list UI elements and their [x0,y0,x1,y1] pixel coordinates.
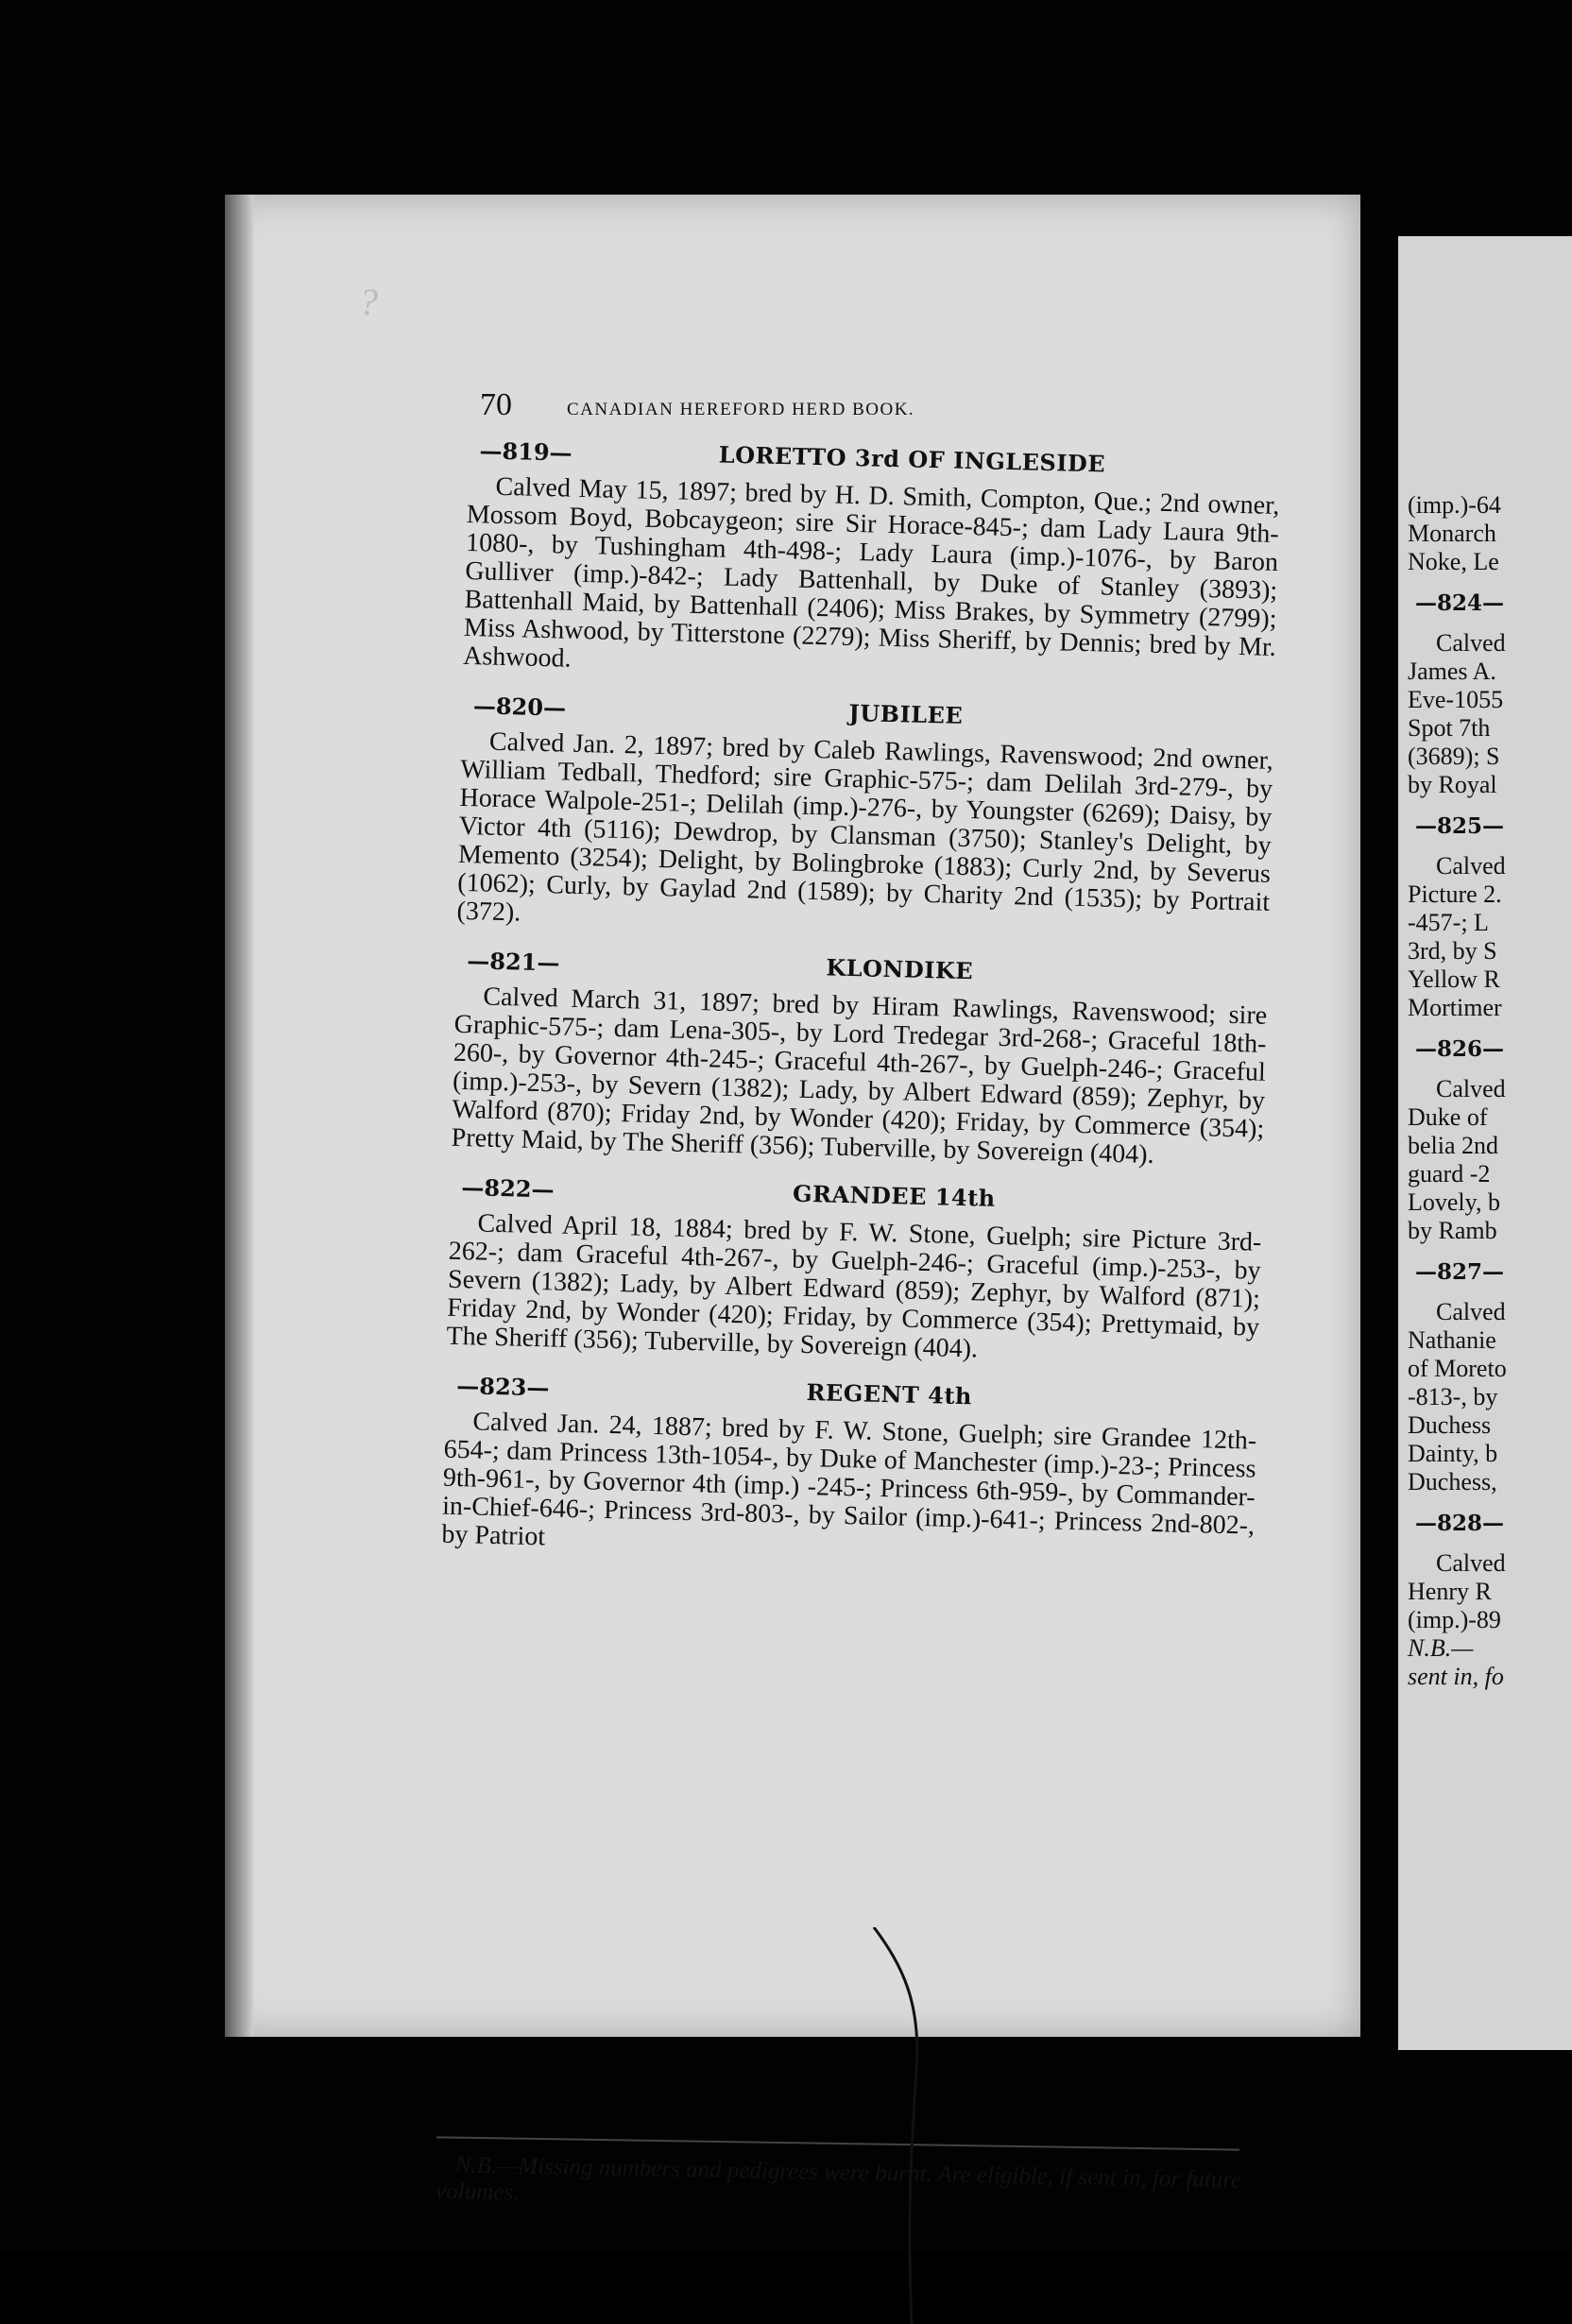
entry-text: Calved March 31, 1897; bred by Hiram Rawlings, Ravenswood; sire Graphic-575-; dam Lena-305-, by Lord Tredegar 3rd-268-; Graceful 18th-260-, by Governor 4th-245-; Graceful 4th-267-, by Guelph-246-; Graceful (imp.)-253-, by Severn (1382); Lady, by Albert Edward (859); Zephyr, by Walford (870); Friday 2nd, by Wonder (420); Friday, by Commerce (354); Pretty Maid, by The Sheriff (356); Tuberville, by Sovereign (404). [451,982,1268,1170]
entries-list [441,433,1281,1586]
entry-name: KLONDIKE [826,953,974,985]
right-page-line: Calved [1436,629,1506,657]
right-page-line: James A. [1408,658,1496,685]
right-page-line: Duchess, [1408,1468,1497,1495]
right-page-line: Nathanie [1408,1326,1496,1354]
right-page-line: Calved [1436,1549,1506,1577]
footnote: N.B.—Missing numbers and pedigrees were burnt. Are eligible, if sent in, for future volumes. [435,2152,1242,2206]
entry-text: Calved April 18, 1884; bred by F. W. Stone, Guelph; sire Picture 3rd-262-; dam Graceful 4th-267-, by Guelph-246-; Graceful (imp.)-253-, by Severn (1382); Lady, by Albert Edward (859); Zephyr, by Walford (871); Friday 2nd, by Wonder (420); Friday, by Commerce (354); Prettymaid, by The Sheriff (356); Tuberville, by Sovereign (404). [446,1208,1262,1364]
right-page-line: Duchess [1408,1411,1492,1439]
right-page-line: -813-, by [1408,1383,1498,1410]
right-page-line: (imp.)-64 [1408,491,1501,519]
right-page-line: Noke, Le [1408,548,1499,575]
right-entry-number: —825— [1415,813,1505,839]
entry-text: Calved Jan. 24, 1887; bred by F. W. Stone, Guelph; sire Grandee 12th-654-; dam Princess 13th-1054-, by Duke of Manchester (imp.)-23-; Princess 9th-961-, by Governor 4th (imp.) -245-; Princess 6th-959-, by Commander-in-Chief-646-; Princess 3rd-803-, by Sailor (imp.)-641-; Princess 2nd-802-, by Patriot [441,1407,1257,1552]
right-page-line: -457-; L [1408,909,1489,936]
right-entry-number: —827— [1415,1259,1505,1285]
right-page-line: Duke of [1408,1103,1488,1131]
entry-name: REGENT 4th [806,1378,973,1410]
right-page-line: of Moreto [1408,1355,1507,1382]
right-page-line: guard -2 [1408,1160,1491,1188]
right-page-line: Calved [1436,852,1506,880]
pencil-margin-mark: ? [359,281,378,323]
right-page-line: Dainty, b [1408,1440,1498,1467]
entry-821 [451,943,1268,1172]
right-page-line: by Ramb [1408,1217,1497,1244]
entry-name: GRANDEE 14th [792,1179,997,1212]
right-page-line: (3689); S [1408,743,1500,770]
right-page-line: Calved [1436,1298,1506,1325]
right-page-line: Henry R [1408,1578,1492,1605]
entry-name: LORETTO 3rd OF INGLESIDE [718,440,1106,478]
entry-text: Calved Jan. 2, 1897; bred by Caleb Rawlings, Ravenswood; 2nd owner, William Tedball, Thedford; sire Graphic-575-; dam Delilah 3rd-279-, by Horace Walpole-251-; Delilah (imp.)-276-, by Youngster (6269); Daisy, by Victor 4th (5116); Dewdrop, by Clansman (3750); Stanley's Delight, by Memento (3254); Delight, by Bolingbroke (1883); Curly 2nd, by Severus (1062); Curly, by Gaylad 2nd (1589); by Charity 2nd (1535); by Portrait (372). [456,726,1274,928]
entry-number: —823— [456,1371,550,1402]
entry-number: —820— [472,692,567,722]
running-title: CANADIAN HEREFORD HERD BOOK. [567,400,915,419]
page-number: 70 [480,387,512,422]
entry-819 [463,433,1281,691]
right-page-line: Mortimer [1408,994,1502,1021]
right-page-line: Calved [1436,1075,1506,1102]
page-header [480,387,1103,423]
entry-number: —821— [466,947,560,977]
right-page-edge [1398,236,1572,2050]
right-page-line: Monarch [1408,520,1496,547]
entry-number: —819— [479,436,572,467]
right-page-line: Lovely, b [1408,1188,1500,1216]
right-page-line: N.B.— [1408,1634,1474,1662]
entry-822 [446,1170,1262,1371]
entry-823 [441,1368,1257,1569]
entry-number: —822— [461,1173,555,1204]
entry-name: JUBILEE [848,698,964,729]
right-page-line: sent in, fo [1408,1663,1504,1690]
right-page-line: Eve-1055 [1408,686,1504,713]
right-page-line: Yellow R [1408,965,1500,993]
right-page-line: (imp.)-89 [1408,1606,1501,1633]
entry-text: Calved May 15, 1897; bred by H. D. Smith, Compton, Que.; 2nd owner, Mossom Boyd, Bobcaygeon; sire Sir Horace-845-; dam Lady Laura 9th-1080-, by Tushingham 4th-498-; Lady Laura (imp.)-1076-, by Baron Gulliver (imp.)-842-; Lady Battenhall, by Duke of Stanley (3893); Battenhall Maid, by Battenhall (2406); Miss Brakes, by Symmetry (2799); Miss Ashwood, by Titterstone (2279); Miss Sheriff, by Dennis; bred by Mr. Ashwood. [462,471,1280,674]
right-entry-number: —826— [1415,1036,1505,1062]
paper-crease-mark [864,1927,949,2324]
right-page-line: Spot 7th [1408,714,1491,742]
right-page-line: 3rd, by S [1408,937,1497,965]
right-page-line: by Royal [1408,771,1497,798]
right-page-text [1408,491,1572,1691]
right-page-line: Picture 2. [1408,880,1502,908]
entry-820 [456,688,1274,946]
right-entry-number: —824— [1415,590,1505,616]
right-page-line: belia 2nd [1408,1132,1499,1159]
right-entry-number: —828— [1415,1511,1505,1536]
